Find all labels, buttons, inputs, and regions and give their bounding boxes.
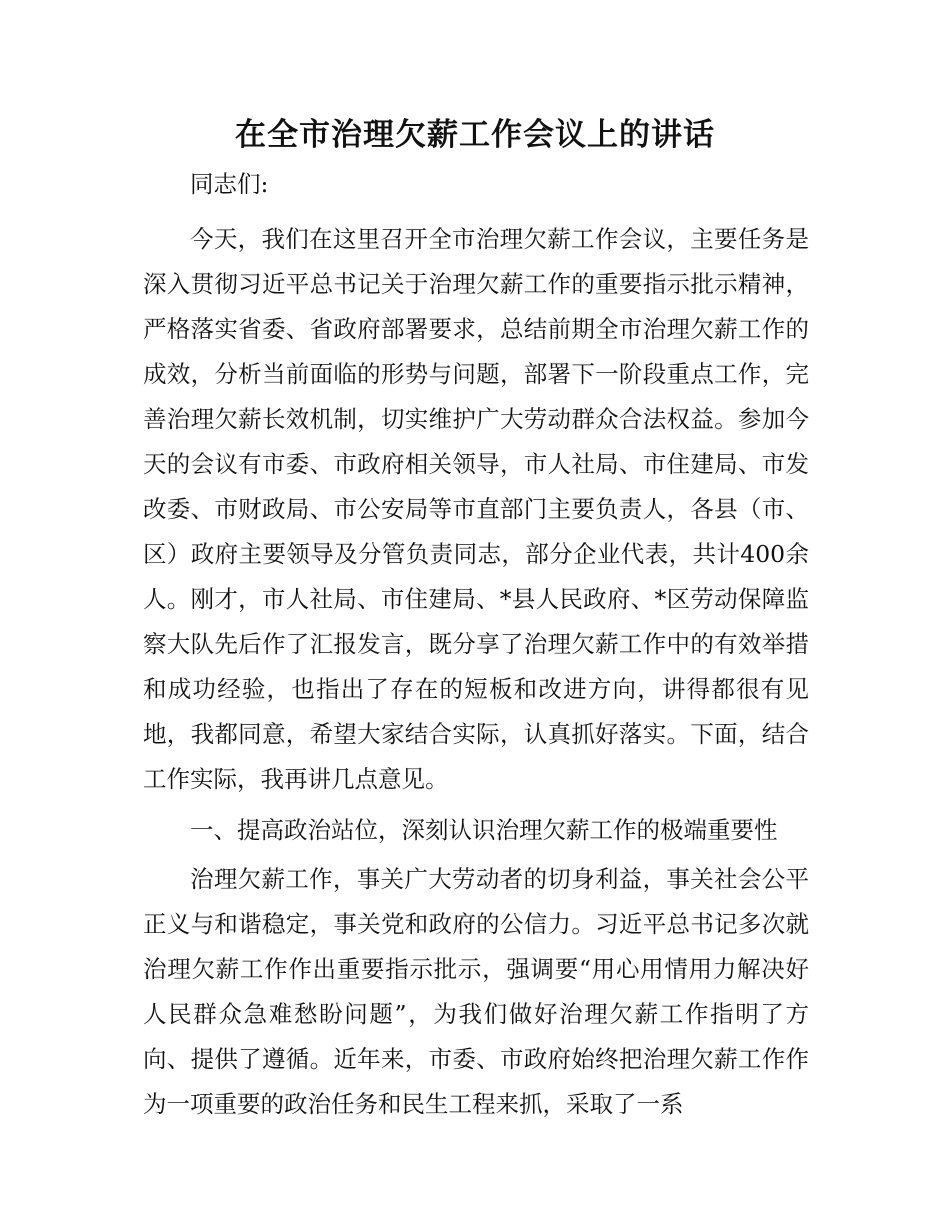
section-heading: 一、提高政治站位，深刻认识治理欠薪工作的极端重要性 [190, 816, 778, 844]
opening-paragraph: 今天，我们在这里召开全市治理欠薪工作会议，主要任务是深入贯彻习近平总书记关于治理欠薪工作的重要指示批示精神，严格落实省委、省政府部署要求，总结前期全市治理欠薪工作的成效，分析当前面临的形势与问题，部署下一阶段重点工作，完善治理欠薪长效机制，切实维护广大劳动群众合法权益。参加今天的会议有市委、市政府相关领导，市人社局、市住建局、市发改委、市财政局、市公安局等市直部门主要负责人，各县（市、区）政府主要领导及分管负责同志，部分企业代表，共计400余人。刚才，市人社局、市住建局、*县人民政府、*区劳动保障监察大队先后作了汇报发言，既分享了治理欠薪工作中的有效举措和成功经验，也指出了存在的短板和改进方向，讲得都很有见地，我都同意，希望大家结合实际，认真抓好落实。下面，结合工作实际，我再讲几点意见。 [143, 225, 809, 793]
document-body [143, 162, 809, 1133]
section-paragraph: 治理欠薪工作，事关广大劳动者的切身利益，事关社会公平正义与和谐稳定，事关党和政府的公信力。习近平总书记多次就治理欠薪工作作出重要指示批示，强调要“用心用情用力解决好人民群众急难愁盼问题”，为我们做好治理欠薪工作指明了方向、提供了遵循。近年来，市委、市政府始终把治理欠薪工作作为一项重要的政治任务和民生工程来抓，采取了一系 [143, 865, 809, 1118]
salutation: 同志们: [190, 170, 269, 198]
document-title: 在全市治理欠薪工作会议上的讲话 [235, 117, 715, 153]
